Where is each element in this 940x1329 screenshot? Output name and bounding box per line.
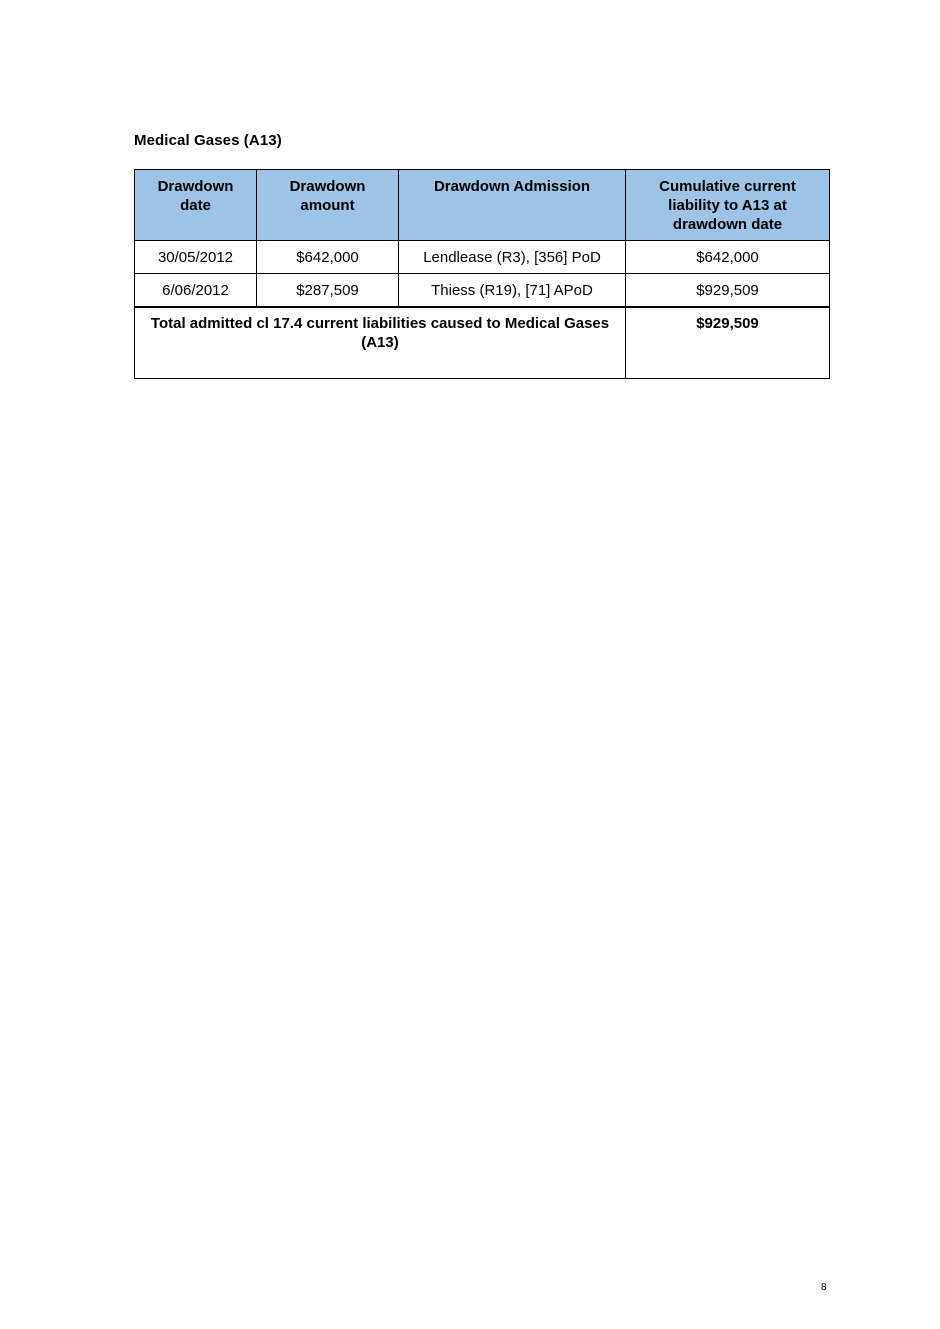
- table-header-row: [135, 170, 830, 241]
- table-row: [135, 274, 830, 307]
- cell-admission: Lendlease (R3), [356] PoD: [399, 241, 626, 274]
- page-number: 8: [821, 1282, 827, 1293]
- cell-date: 30/05/2012: [135, 241, 257, 274]
- header-cumulative-liability: Cumulative current liability to A13 at drawdown date: [626, 170, 830, 241]
- cell-admission: Thiess (R19), [71] APoD: [399, 274, 626, 307]
- header-drawdown-date: Drawdown date: [135, 170, 257, 241]
- total-label: Total admitted cl 17.4 current liabilities caused to Medical Gases (A13): [135, 307, 626, 379]
- cell-amount: $642,000: [257, 241, 399, 274]
- section-heading: Medical Gases (A13): [134, 132, 282, 149]
- total-row: [135, 307, 830, 379]
- table-row: [135, 241, 830, 274]
- cell-date: 6/06/2012: [135, 274, 257, 307]
- cell-amount: $287,509: [257, 274, 399, 307]
- header-drawdown-admission: Drawdown Admission: [399, 170, 626, 241]
- liabilities-table: [134, 169, 830, 379]
- total-value: $929,509: [626, 307, 830, 379]
- cell-cumulative: $642,000: [626, 241, 830, 274]
- header-drawdown-amount: Drawdown amount: [257, 170, 399, 241]
- cell-cumulative: $929,509: [626, 274, 830, 307]
